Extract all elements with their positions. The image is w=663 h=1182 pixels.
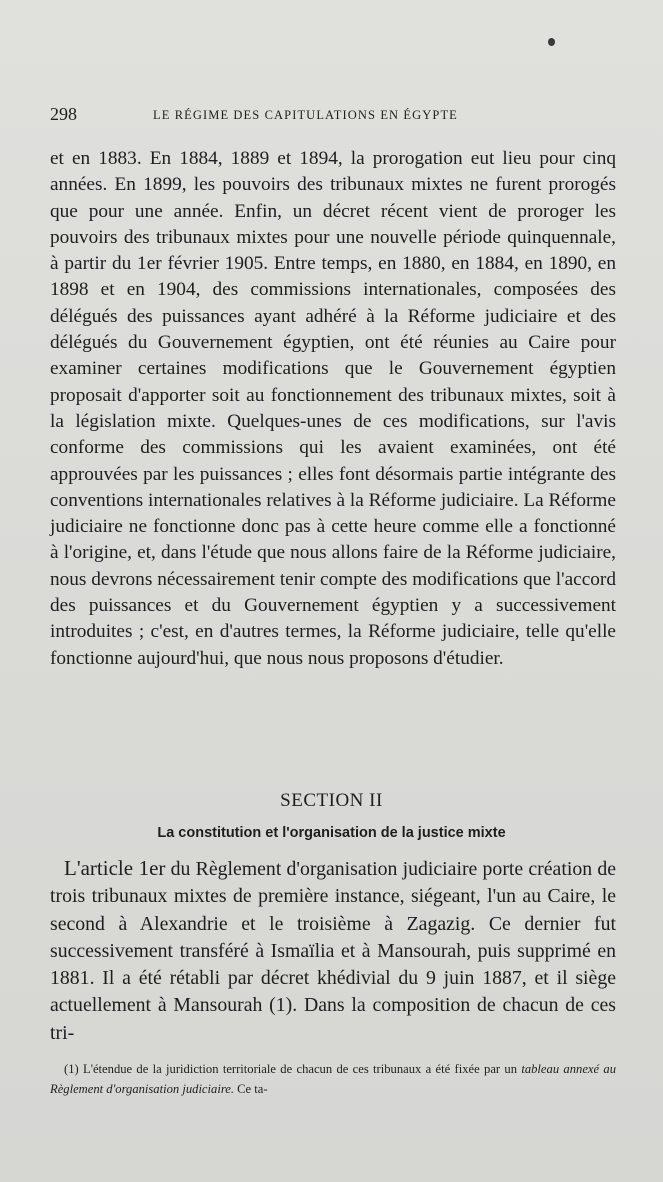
- ink-spot: [548, 38, 555, 46]
- section-heading: SECTION II: [280, 790, 383, 811]
- body-paragraph: et en 1883. En 1884, 1889 et 1894, la prorogation eut lieu pour cinq années. En 1899, les pouvoirs des tribunaux mixtes ne furent prorogés que pour une année. Enfin, un décret récent vient de proroger les pouvoirs des tribunaux mixtes pour une nouvelle période quinquennale, à partir du 1er février 1905. Entre temps, en 1880, en 1884, en 1890, en 1898 et en 1904, des commissions internationales, composées des délégués des puissances ayant adhéré à la Réforme judiciaire et des délégués du Gouvernement égyptien, ont été réunies au Caire pour examiner certaines modifications que le Gouvernement égyptien proposait d'apporter soit au fonctionnement des tribunaux mixtes, soit à la législation mixte. Quelques-unes de ces modifications, sur l'avis conforme des commissions qui les avaient examinées, ont été approuvées par les puissances ; elles font désormais partie intégrante des conventions internationales relatives à la Réforme judiciaire. La Réforme judiciaire ne fonctionne donc pas à cette heure comme elle a fonctionné à l'origine, et, dans l'étude que nous allons faire de la Réforme judiciaire, nous devrons nécessairement tenir compte des modifications que l'accord des puissances et du Gouvernement égyptien y a successivement introduites ; c'est, en d'autres termes, la Réforme judiciaire, telle qu'elle fonctionne aujourd'hui, que nous nous proposons d'étudier.: [50, 148, 616, 669]
- paragraph-lead: L'article 1er: [64, 856, 166, 880]
- footnote-italic: tableau annexé au Règlement d'organisation judiciaire.: [50, 1062, 617, 1096]
- footnote-text: (1) L'étendue de la juridiction territoriale de chacun de ces tribunaux a été fixée par un: [64, 1062, 522, 1076]
- section-subtitle: La constitution et l'organisation de la justice mixte: [157, 825, 506, 841]
- running-title: LE RÉGIME DES CAPITULATIONS EN ÉGYPTE: [153, 108, 458, 122]
- footnote: [50, 1059, 616, 1099]
- body-paragraph-2: [50, 855, 616, 1047]
- running-head: [50, 104, 620, 126]
- paragraph-text: du Règlement d'organisation judiciaire porte création de trois tribunaux mixtes de première instance, siégeant, l'un au Caire, le second à Alexandrie et le troisième à Zagazig. Ce dernier fut successivement transféré à Ismaïlia et à Mansourah, puis supprimé en 1881. Il a été rétabli par décret khédivial du 9 juin 1887, et il siège actuellement à Mansourah (1). Dans la composition de chacun de ces tri-: [50, 858, 616, 1044]
- footnote-text-end: Ce ta-: [234, 1082, 268, 1096]
- page-number: 298: [50, 104, 77, 124]
